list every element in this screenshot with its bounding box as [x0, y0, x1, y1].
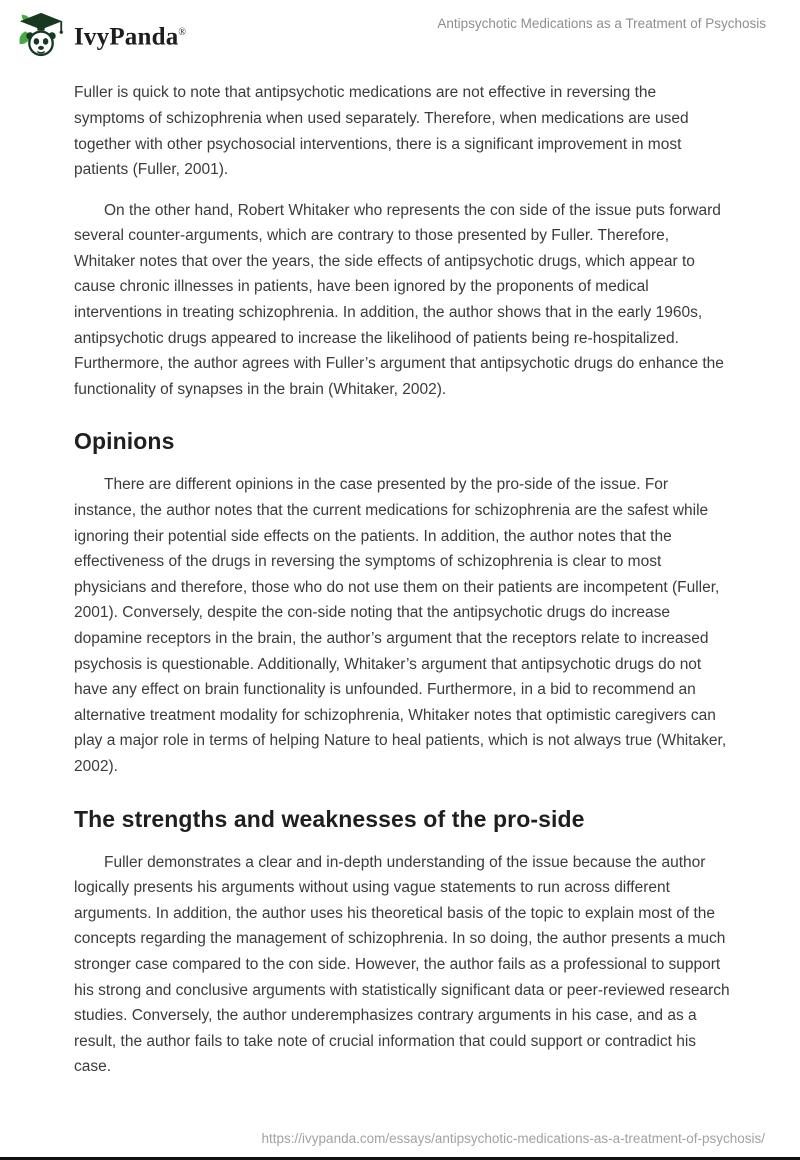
ivypanda-logo — [18, 8, 186, 62]
document-title: Antipsychotic Medications as a Treatment of Psychosis — [437, 16, 766, 31]
brand-name — [74, 8, 186, 62]
paragraph-strengths: Fuller demonstrates a clear and in-depth understanding of the issue because the author logically presents his arguments without using vague statements to run across different arguments. In addition, the author uses his theoretical basis of the topic to explain most of the concepts regarding the management of schizophrenia. In so doing, the author presents a much stronger case compared to the con side. However, the author fails as a professional to support his strong and conclusive arguments with statistically significant data or peer-reviewed research studies. Conversely, the author underemphasizes contrary arguments in his case, and as a result, the author fails to take note of crucial information that could support or contradict his case. — [74, 853, 730, 1076]
section-heading-opinions: Opinions — [74, 428, 175, 455]
paragraph-fuller-note: Fuller is quick to note that antipsychotic medications are not effective in reversing the symptoms of schizophrenia when used separately. Therefore, when medications are used together with other psychosocial interventions, there is a significant improvement in most patients (Fuller, 2001). — [74, 84, 689, 179]
paragraph-whitaker-counter: On the other hand, Robert Whitaker who represents the con side of the issue puts forward several counter-arguments, which are contrary to those presented by Fuller. Therefore, Whitaker notes that over the years, the side effects of antipsychotic drugs, which appear to cause chronic illnesses in patients, have been ignored by the proponents of medical interventions in treating schizophrenia. In addition, the author shows that in the early 1960s, antipsychotic drugs appeared to increase the likelihood of patients being re-hospitalized. Furthermore, the author agrees with Fuller’s argument that antipsychotic drugs do enhance the functionality of synapses in the brain (Whitaker, 2002). — [74, 201, 724, 398]
brand-text: IvyPanda — [74, 23, 179, 51]
panda-graduation-cap-icon — [18, 10, 64, 60]
registered-mark: ® — [178, 27, 187, 38]
footer-source-url[interactable]: https://ivypanda.com/essays/antipsychotic-medications-as-a-treatment-of-psychosis/ — [261, 1131, 765, 1146]
section-heading-strengths-weaknesses: The strengths and weaknesses of the pro-side — [74, 805, 585, 832]
page-footer — [262, 1130, 765, 1148]
paragraph-opinions: There are different opinions in the case presented by the pro-side of the issue. For instance, the author notes that the current medications for schizophrenia are the safest while ignoring their potential side effects on the patients. In addition, the author notes that the effectiveness of the drugs in reversing the symptoms of schizophrenia is clear to most physicians and therefore, those who do not use them on their patients are incompetent (Fuller, 2001). Conversely, despite the con-side noting that the antipsychotic drugs do increase dopamine receptors in the brain, the author’s argument that the receptors relate to increased psychosis is questionable. Additionally, Whitaker’s argument that antipsychotic drugs do not have any effect on brain functionality is unfounded. Furthermore, in a bid to recommend an alternative treatment modality for schizophrenia, Whitaker notes that optimistic caregivers can play a major role in terms of helping Nature to heal patients, which is not always true (Whitaker, 2002). — [74, 476, 727, 775]
document-body — [0, 62, 800, 1080]
page-header — [0, 0, 800, 62]
